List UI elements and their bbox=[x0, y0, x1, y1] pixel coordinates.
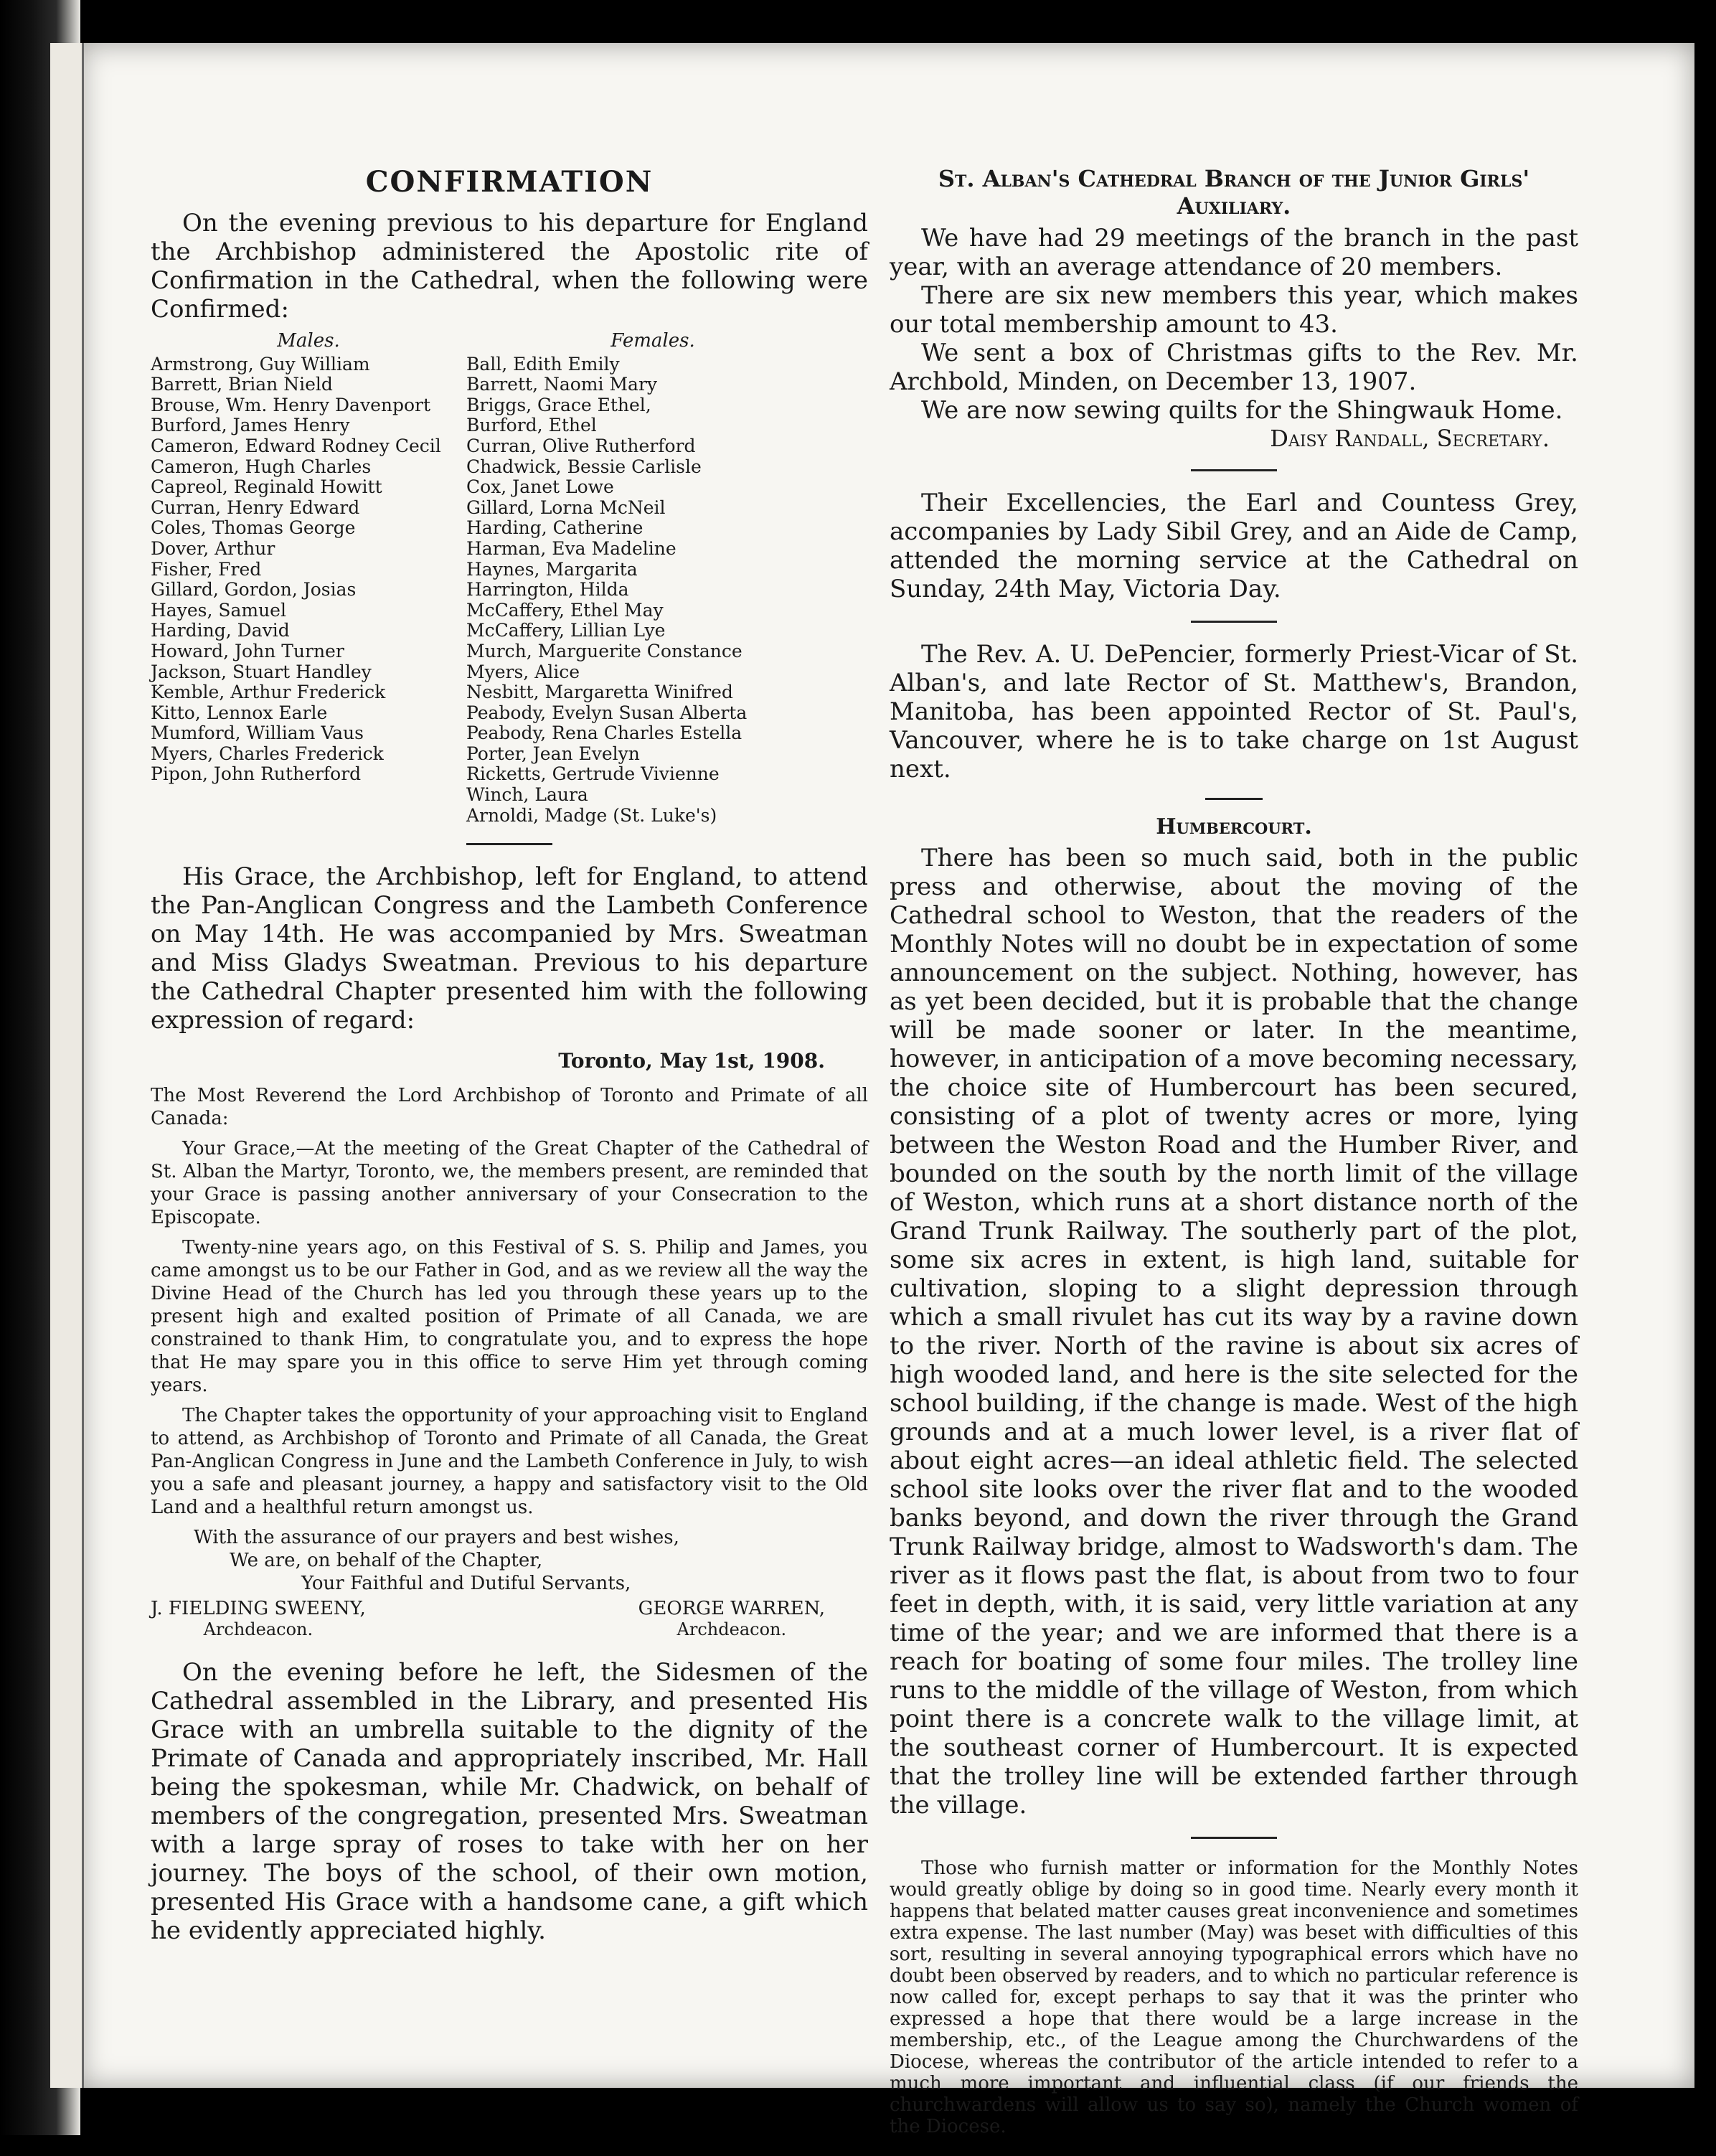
section-divider bbox=[1191, 1837, 1277, 1839]
male-name: Coles, Thomas George bbox=[151, 517, 356, 539]
female-name: Porter, Jean Evelyn bbox=[466, 743, 640, 764]
male-name: Howard, John Turner bbox=[151, 640, 344, 662]
male-name: Hayes, Samuel bbox=[151, 599, 286, 621]
female-name: Peabody, Rena Charles Estella bbox=[466, 722, 742, 744]
humbercourt-paragraph: There has been so much said, both in the public press and otherwise, about the moving of the Cathedral school to Weston, that the readers of the Monthly Notes will no doubt be in expectation of some announcement on the subject. Nothing, however, has as yet been decided, but it is probable that the change will be made sooner or later. In the meantime, however, in anticipation of a move becoming necessary, the choice site of Humbercourt has been secured, consisting of a plot of twenty acres or more, lying between the Weston Road and the Humber River, and bounded on the south by the north limit of the village of Weston, which runs at a short distance north of the Grand Trunk Railway. The southerly part of the plot, some six acres in extent, is high land, suitable for cultivation, sloping to a slight depression through which a small rivulet has cut its way by a ravine down to the river. North of the ravine is about six acres of high wooded land, and here is the site selected for the school building, if the change is made. West of the high grounds and at a much lower level, is a river flat of about eight acres—an ideal athletic field. The selected school site looks over the river flat and to the wooded banks beyond, and down the river through the Grand Trunk Railway bridge, almost to Wadsworth's dam. The river as it flows past the flat, is about from two to four feet in depth, with, it is said, very little variation at any time of the year; and we are informed that there is a reach for boating of some four miles. The trolley line runs to the middle of the village of Weston, from which point there is a concrete walk to the village limit, at the southeast corner of Humbercourt. It is expected that the trolley line will be extended farther through the village. bbox=[890, 844, 1578, 1820]
letter-address: The Most Reverend the Lord Archbishop of Toronto and Primate of all Canada: bbox=[151, 1085, 868, 1130]
male-name: Kemble, Arthur Frederick bbox=[151, 682, 386, 703]
signature-block bbox=[151, 1598, 366, 1639]
male-name: Gillard, Gordon, Josias bbox=[151, 579, 357, 601]
signature-title: Archdeacon. bbox=[676, 1619, 787, 1640]
depencier-paragraph: The Rev. A. U. DePencier, formerly Priest-Vicar of St. Alban's, and late Rector of St. Matthew's, Brandon, Manitoba, has been appointed Rector of St. Paul's, Vancouver, where he is to take charge on 1st August next. bbox=[890, 640, 1578, 783]
section-divider bbox=[1205, 798, 1263, 800]
female-name: Ball, Edith Emily bbox=[466, 353, 620, 375]
signature-name: J. FIELDING SWEENY, bbox=[151, 1598, 366, 1620]
female-name: Haynes, Margarita bbox=[466, 558, 638, 580]
sidesmen-paragraph: On the evening before he left, the Sidesmen of the Cathedral assembled in the Library, and presented His Grace with an umbrella suitable to the dignity of the Primate of Canada and appropriately inscribed, Mr. Hall being the spokesman, while Mr. Chadwick, on behalf of members of the congregation, presented Mrs. Sweatman with a large spray of roses to take with her on her journey. The boys of the school, of their own motion, presented His Grace with a handsome cane, a gift which he evidently appreciated highly. bbox=[151, 1658, 868, 1946]
male-name: Mumford, William Vaus bbox=[151, 722, 364, 744]
female-name: McCaffery, Lillian Lye bbox=[466, 620, 666, 641]
letter-closing: We are, on behalf of the Chapter, bbox=[230, 1550, 543, 1572]
female-name: Nesbitt, Margaretta Winifred bbox=[466, 682, 733, 703]
letter-paragraph: Your Grace,—At the meeting of the Great Chapter of the Cathedral of St. Alban the Martyr, Toronto, we, the members present, are reminded that your Grace is passing another anniversary of your Consecration to the Episcopate. bbox=[151, 1138, 868, 1229]
female-name: Murch, Marguerite Constance bbox=[466, 640, 742, 662]
male-name: Myers, Charles Frederick bbox=[151, 743, 384, 764]
female-name: Barrett, Naomi Mary bbox=[466, 374, 658, 395]
female-name: Harrington, Hilda bbox=[466, 579, 629, 601]
males-heading: Males. bbox=[277, 330, 340, 352]
section-divider bbox=[1191, 621, 1277, 623]
male-name: Kitto, Lennox Earle bbox=[151, 702, 328, 723]
junior-girls-heading-2: Auxiliary. bbox=[1177, 192, 1291, 220]
female-name: Harman, Eva Madeline bbox=[466, 537, 676, 559]
female-name: Chadwick, Bessie Carlisle bbox=[466, 456, 702, 477]
archbishop-paragraph: His Grace, the Archbishop, left for England, to attend the Pan-Anglican Congress and the Lambeth Conference on May 14th. He was accompanied by Mrs. Sweatman and Miss Gladys Sweatman. Previous to his departure the Cathedral Chapter presented him with the following expression of regard: bbox=[151, 862, 868, 1035]
male-name: Cameron, Edward Rodney Cecil bbox=[151, 435, 441, 456]
notice-paragraph: Those who furnish matter or information for the Monthly Notes would greatly oblige by doing so in good time. Nearly every month it happens that belated matter causes great inconvenience and sometimes extra expense. The last number (May) was beset with difficulties of this sort, resulting in several annoying typographical errors which have no doubt been observed by readers, and to which no particular reference is now called for, except perhaps to say that it was the printer who expressed a hope that there would be a large increase in the membership, etc., of the League among the Churchwardens of the Diocese, whereas the contributor of the article intended to refer to a much more important and influential class (if our friends the churchwardens will allow us to say so), namely the Church women of the Diocese. bbox=[890, 1858, 1578, 2137]
male-name: Pipon, John Rutherford bbox=[151, 763, 362, 785]
signature-name: GEORGE WARREN, bbox=[638, 1598, 825, 1620]
junior-girls-paragraph: We have had 29 meetings of the branch in the past year, with an average attendance of 20 members. bbox=[890, 224, 1578, 281]
females-heading: Females. bbox=[610, 330, 695, 352]
section-divider bbox=[466, 843, 552, 845]
junior-girls-paragraph: We are now sewing quilts for the Shingwauk Home. bbox=[921, 396, 1563, 425]
confirmation-intro: On the evening previous to his departure for England the Archbishop administered the Apostolic rite of Confirmation in the Cathedral, when the following were Confirmed: bbox=[151, 209, 868, 324]
binding-strip bbox=[50, 43, 84, 2088]
letter-closing: Your Faithful and Dutiful Servants, bbox=[301, 1573, 631, 1595]
female-name: Cox, Janet Lowe bbox=[466, 476, 614, 498]
letter-closing: With the assurance of our prayers and best wishes, bbox=[194, 1527, 679, 1549]
female-name: Briggs, Grace Ethel, bbox=[466, 394, 651, 415]
junior-girls-paragraph: There are six new members this year, which makes our total membership amount to 43. bbox=[890, 281, 1578, 339]
female-name: McCaffery, Ethel May bbox=[466, 599, 664, 621]
junior-girls-paragraph: We sent a box of Christmas gifts to the Rev. Mr. Archbold, Minden, on December 13, 1907. bbox=[890, 339, 1578, 396]
male-name: Curran, Henry Edward bbox=[151, 496, 360, 518]
male-name: Harding, David bbox=[151, 620, 290, 641]
female-name: Myers, Alice bbox=[466, 661, 580, 682]
right-column bbox=[890, 165, 1578, 2156]
male-name: Burford, James Henry bbox=[151, 415, 350, 436]
letter-date: Toronto, May 1st, 1908. bbox=[558, 1049, 825, 1073]
confirmation-heading: CONFIRMATION bbox=[365, 165, 654, 199]
male-name: Fisher, Fred bbox=[151, 558, 262, 580]
female-name: Arnoldi, Madge (St. Luke's) bbox=[466, 804, 717, 826]
females-column bbox=[466, 331, 839, 826]
junior-girls-signature: Daisy Randall, Secretary. bbox=[1270, 425, 1550, 452]
letter-paragraph: Twenty-nine years ago, on this Festival of S. S. Philip and James, you came amongst us to be our Father in God, and as we review all the way the Divine Head of the Church has led you through these years up to the present high and exalted position of Primate of all Canada, we are constrained to thank Him, to congratulate you, and to express the hope that He may spare you in this office to serve Him yet through coming years. bbox=[151, 1237, 868, 1397]
humbercourt-heading: Humbercourt. bbox=[1156, 814, 1312, 839]
confirmation-names bbox=[151, 331, 868, 826]
section-divider bbox=[1191, 469, 1277, 471]
male-name: Dover, Arthur bbox=[151, 537, 275, 559]
female-name: Burford, Ethel bbox=[466, 415, 597, 436]
chapter-letter bbox=[151, 1049, 868, 1639]
left-column bbox=[151, 165, 868, 1945]
male-name: Capreol, Reginald Howitt bbox=[151, 476, 382, 498]
female-name: Gillard, Lorna McNeil bbox=[466, 496, 666, 518]
female-name: Curran, Olive Rutherford bbox=[466, 435, 696, 456]
female-name: Peabody, Evelyn Susan Alberta bbox=[466, 702, 748, 723]
male-name: Brouse, Wm. Henry Davenport bbox=[151, 394, 431, 415]
female-name: Winch, Laura bbox=[466, 784, 588, 806]
male-name: Jackson, Stuart Handley bbox=[151, 661, 372, 682]
junior-girls-heading: St. Alban's Cathedral Branch of the Junior Girls' bbox=[938, 165, 1530, 192]
male-name: Armstrong, Guy William bbox=[151, 353, 370, 375]
excellencies-paragraph: Their Excellencies, the Earl and Countess Grey, accompanies by Lady Sibil Grey, and an Aide de Camp, attended the morning service at the Cathedral on Sunday, 24th May, Victoria Day. bbox=[890, 489, 1578, 603]
signature-block bbox=[638, 1598, 825, 1639]
female-name: Ricketts, Gertrude Vivienne bbox=[466, 763, 720, 785]
male-name: Barrett, Brian Nield bbox=[151, 374, 333, 395]
males-column bbox=[151, 331, 466, 826]
letter-paragraph: The Chapter takes the opportunity of your approaching visit to England to attend, as Archbishop of Toronto and Primate of all Canada, the Great Pan-Anglican Congress in June and the Lambeth Conference in July, to wish you a safe and pleasant journey, a happy and satisfactory visit to the Old Land and a healthful return amongst us. bbox=[151, 1405, 868, 1519]
signature-title: Archdeacon. bbox=[203, 1619, 314, 1640]
female-name: Harding, Catherine bbox=[466, 517, 644, 539]
male-name: Cameron, Hugh Charles bbox=[151, 456, 372, 477]
letter-signatures bbox=[151, 1598, 868, 1639]
